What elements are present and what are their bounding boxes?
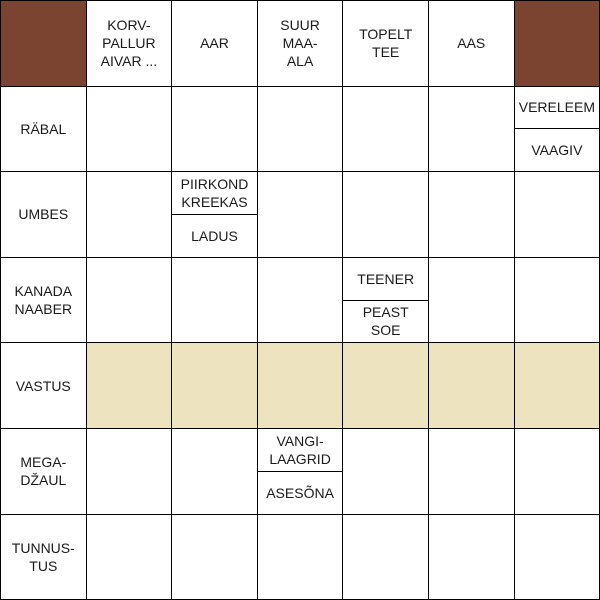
clue-teener: TEENER xyxy=(343,258,428,301)
row-clue-5: MEGA- DŽAUL xyxy=(1,429,87,515)
clue-peast-soe: PEAST SOE xyxy=(362,304,409,339)
answer-cell-r6c6[interactable] xyxy=(515,515,600,600)
answer-cell-r6c2[interactable] xyxy=(172,515,258,600)
column-clue-3: SUUR MAA- ALA xyxy=(258,1,344,87)
clue-cell-r5c3 xyxy=(258,429,344,515)
answer-cell-r3c2[interactable] xyxy=(172,258,258,344)
solution-cell-5[interactable] xyxy=(429,343,515,429)
answer-cell-r1c5[interactable] xyxy=(429,87,515,173)
answer-cell-r2c1[interactable] xyxy=(87,172,173,258)
row-clue-4: VASTUS xyxy=(1,343,87,429)
row-clue-3: KANADA NAABER xyxy=(1,258,87,344)
answer-cell-r6c5[interactable] xyxy=(429,515,515,600)
row-clue-6: TUNNUS- TUS xyxy=(1,515,87,600)
answer-cell-r5c2[interactable] xyxy=(172,429,258,515)
answer-cell-r3c6[interactable] xyxy=(515,258,600,344)
answer-cell-r1c4[interactable] xyxy=(343,87,429,173)
answer-cell-r6c3[interactable] xyxy=(258,515,344,600)
answer-cell-r3c5[interactable] xyxy=(429,258,515,344)
clue-cell-r2c2 xyxy=(172,172,258,258)
column-clue-2: AAR xyxy=(172,1,258,87)
answer-cell-r6c4[interactable] xyxy=(343,515,429,600)
answer-cell-r2c3[interactable] xyxy=(258,172,344,258)
answer-cell-r2c5[interactable] xyxy=(429,172,515,258)
clue-ladus: LADUS xyxy=(191,227,238,244)
clue-cell-r3c4 xyxy=(343,258,429,344)
column-clue-5: AAS xyxy=(429,1,515,87)
clue-vangilaagrid: VANGI- LAAGRID xyxy=(258,429,343,472)
row-clue-2: UMBES xyxy=(1,172,87,258)
answer-cell-r2c4[interactable] xyxy=(343,172,429,258)
clue-piirkond-kreekas: PIIRKOND KREEKAS xyxy=(172,172,257,215)
clue-cell-r1c6 xyxy=(515,87,600,173)
answer-cell-r1c3[interactable] xyxy=(258,87,344,173)
solution-cell-3[interactable] xyxy=(258,343,344,429)
answer-cell-r5c6[interactable] xyxy=(515,429,600,515)
answer-cell-r1c1[interactable] xyxy=(87,87,173,173)
answer-cell-r2c6[interactable] xyxy=(515,172,600,258)
answer-cell-r1c2[interactable] xyxy=(172,87,258,173)
clue-vereleem: VERELEEM xyxy=(515,87,600,130)
column-clue-4: TOPELT TEE xyxy=(343,1,429,87)
answer-cell-r5c5[interactable] xyxy=(429,429,515,515)
answer-cell-r3c1[interactable] xyxy=(87,258,173,344)
answer-cell-r5c1[interactable] xyxy=(87,429,173,515)
solution-cell-2[interactable] xyxy=(172,343,258,429)
row-clue-1: RÄBAL xyxy=(1,87,87,173)
corner-cell-top-right xyxy=(515,1,600,87)
solution-cell-6[interactable] xyxy=(515,343,600,429)
answer-cell-r5c4[interactable] xyxy=(343,429,429,515)
solution-cell-4[interactable] xyxy=(343,343,429,429)
clue-vaagiv: VAAGIV xyxy=(531,142,583,159)
column-clue-1: KORV- PALLUR AIVAR ... xyxy=(87,1,173,87)
clue-asesona: ASESÕNA xyxy=(266,484,334,501)
corner-cell-top-left xyxy=(1,1,87,87)
solution-cell-1[interactable] xyxy=(87,343,173,429)
answer-cell-r6c1[interactable] xyxy=(87,515,173,600)
answer-cell-r3c3[interactable] xyxy=(258,258,344,344)
